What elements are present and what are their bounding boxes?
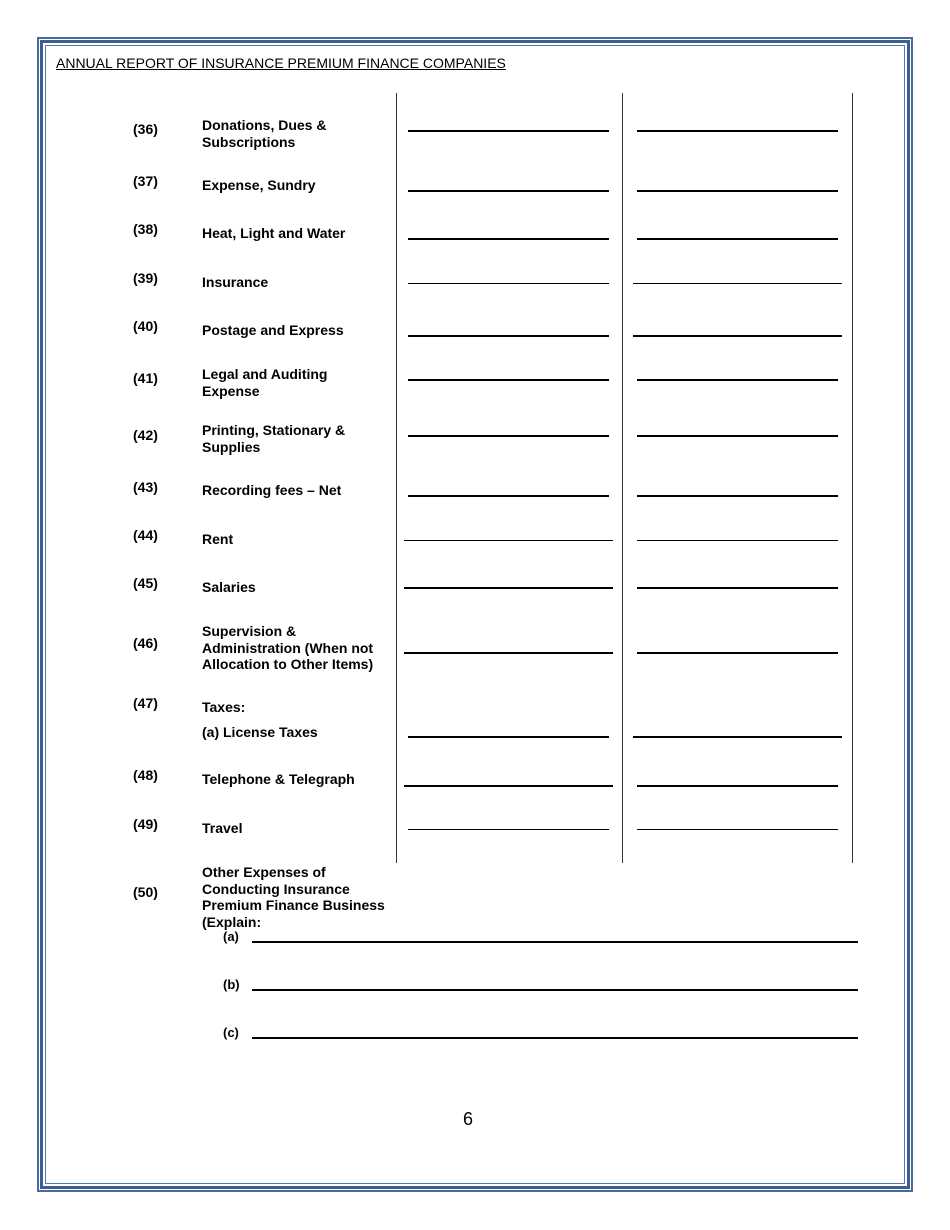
item-label: Rent <box>202 531 234 547</box>
sub-item-letter: (a) <box>223 929 239 944</box>
item-number: (41) <box>133 370 158 386</box>
report-title: ANNUAL REPORT OF INSURANCE PREMIUM FINANCE COMPANIES <box>56 55 506 71</box>
prior-year-input-line[interactable] <box>637 652 838 654</box>
current-year-input-line[interactable] <box>408 495 609 497</box>
item-label: Supervision & Administration (When not Allocation to Other Items) <box>202 623 374 672</box>
item-label: Insurance <box>202 274 269 290</box>
prior-year-input-line[interactable] <box>637 587 838 589</box>
explain-input-line-c[interactable] <box>252 1037 858 1039</box>
prior-year-input-line[interactable] <box>637 190 838 192</box>
column-divider-1 <box>396 93 397 863</box>
item-label: Salaries <box>202 579 256 595</box>
current-year-input-line[interactable] <box>408 736 609 738</box>
item-number: (43) <box>133 479 158 495</box>
column-divider-3 <box>852 93 853 863</box>
prior-year-input-line[interactable] <box>637 435 838 437</box>
item-label: Telephone & Telegraph <box>202 771 355 787</box>
item-number: (44) <box>133 527 158 543</box>
item-number: (50) <box>133 884 158 900</box>
item-label: Other Expenses of Conducting Insurance Premium Finance Business (Explain: <box>202 864 385 930</box>
item-label: Recording fees – Net <box>202 482 342 498</box>
item-label: Printing, Stationary & Supplies <box>202 422 346 455</box>
item-number: (38) <box>133 221 158 237</box>
current-year-input-line[interactable] <box>404 587 613 589</box>
item-sub-label: (a) License Taxes <box>202 724 318 740</box>
prior-year-input-line[interactable] <box>633 335 842 337</box>
item-number: (47) <box>133 695 158 711</box>
item-number: (48) <box>133 767 158 783</box>
column-divider-2 <box>622 93 623 863</box>
explain-input-line-a[interactable] <box>252 941 858 943</box>
item-number: (36) <box>133 121 158 137</box>
current-year-input-line[interactable] <box>408 190 609 192</box>
item-number: (39) <box>133 270 158 286</box>
page-border-inner <box>45 45 905 1184</box>
item-label: Heat, Light and Water <box>202 225 346 241</box>
item-number: (42) <box>133 427 158 443</box>
current-year-input-line[interactable] <box>404 540 613 541</box>
item-label: Travel <box>202 820 243 836</box>
explain-input-line-b[interactable] <box>252 989 858 991</box>
prior-year-input-line[interactable] <box>633 283 842 284</box>
item-number: (45) <box>133 575 158 591</box>
current-year-input-line[interactable] <box>408 130 609 132</box>
item-label: Donations, Dues & Subscriptions <box>202 117 327 150</box>
item-number: (49) <box>133 816 158 832</box>
current-year-input-line[interactable] <box>408 335 609 337</box>
current-year-input-line[interactable] <box>408 379 609 381</box>
prior-year-input-line[interactable] <box>637 238 838 240</box>
prior-year-input-line[interactable] <box>637 495 838 497</box>
current-year-input-line[interactable] <box>404 785 613 787</box>
item-label: Expense, Sundry <box>202 177 316 193</box>
current-year-input-line[interactable] <box>408 283 609 284</box>
current-year-input-line[interactable] <box>408 829 609 830</box>
sub-item-letter: (b) <box>223 977 240 992</box>
prior-year-input-line[interactable] <box>637 829 838 830</box>
current-year-input-line[interactable] <box>404 652 613 654</box>
prior-year-input-line[interactable] <box>637 130 838 132</box>
item-number: (40) <box>133 318 158 334</box>
item-label: Legal and Auditing Expense <box>202 366 328 399</box>
prior-year-input-line[interactable] <box>637 379 838 381</box>
prior-year-input-line[interactable] <box>633 736 842 738</box>
page-number: 6 <box>463 1109 474 1129</box>
sub-item-letter: (c) <box>223 1025 239 1040</box>
item-number: (37) <box>133 173 158 189</box>
prior-year-input-line[interactable] <box>637 540 838 541</box>
prior-year-input-line[interactable] <box>637 785 838 787</box>
item-number: (46) <box>133 635 158 651</box>
current-year-input-line[interactable] <box>408 435 609 437</box>
item-label: Postage and Express <box>202 322 344 338</box>
item-label: Taxes: <box>202 699 246 715</box>
current-year-input-line[interactable] <box>408 238 609 240</box>
